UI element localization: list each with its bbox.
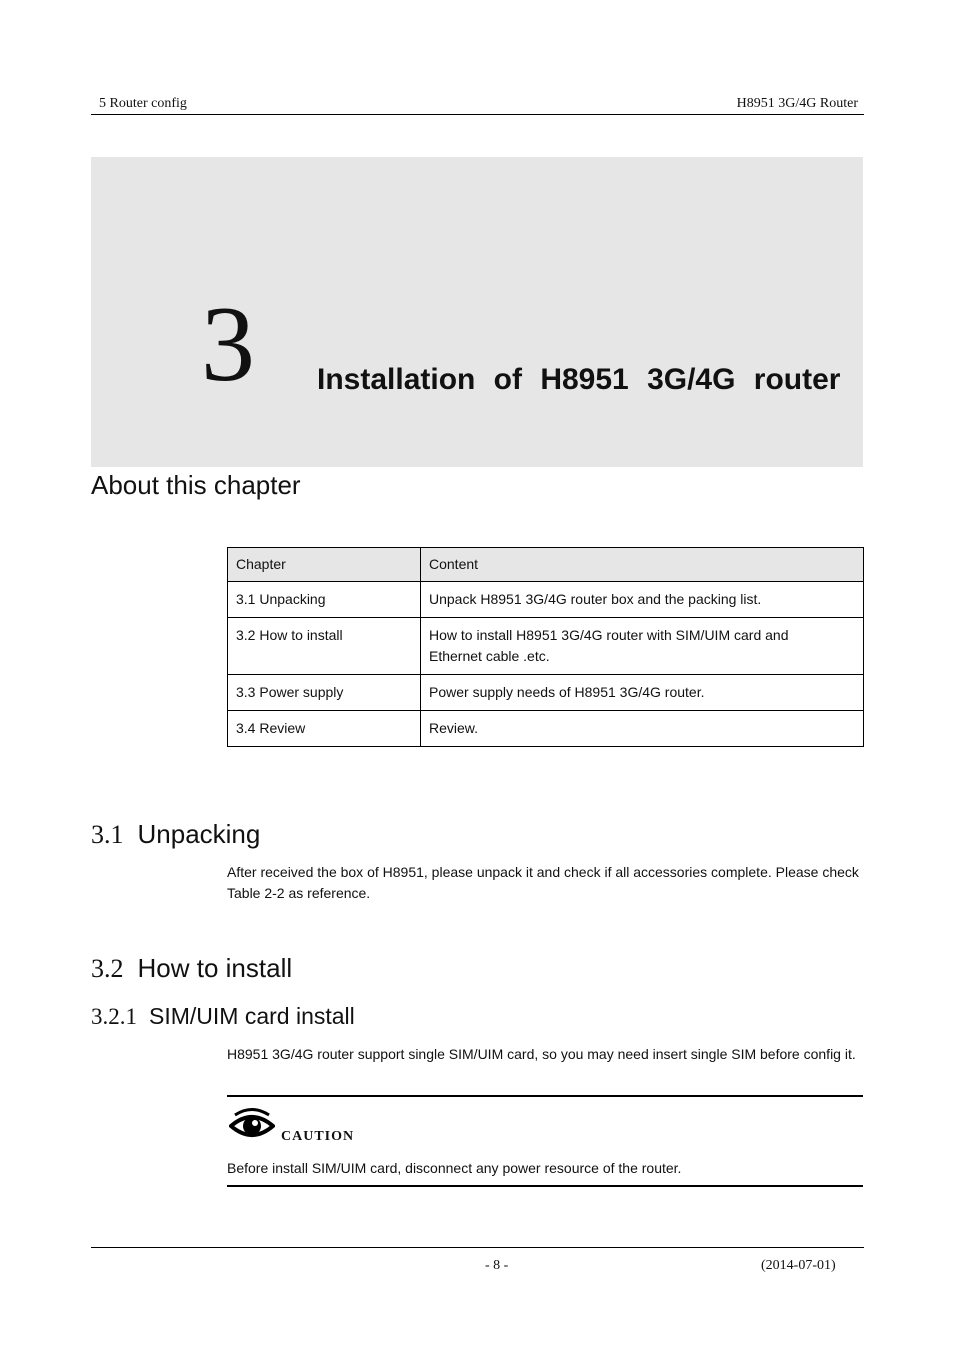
header-product-name: H8951 3G/4G Router [736,96,858,111]
subsection-paragraph: H8951 3G/4G router support single SIM/UIM card, so you may need insert single SIM before config it. [227,1046,856,1062]
caution-top-rule [227,1095,863,1097]
section-title: How to install [137,953,293,983]
chapter-contents-table [227,547,864,747]
table-cell-content: Power supply needs of H8951 3G/4G router. [421,675,864,711]
table-header-cell: Content [421,548,864,582]
table-cell-chapter: 3.3 Power supply [228,675,421,711]
table-row [228,711,864,747]
table-cell-content: How to install H8951 3G/4G router with SIM/UIM card and Ethernet cable .etc. [421,618,864,675]
section-title: Unpacking [137,819,261,849]
subsection-title: SIM/UIM card install [149,1003,355,1029]
caution-text: Before install SIM/UIM card, disconnect any power resource of the router. [227,1160,682,1176]
header-rule [91,114,864,115]
about-heading: About this chapter [91,470,301,500]
table-row [228,582,864,618]
chapter-banner [91,157,863,467]
table-header-row [228,548,864,582]
table-cell-content: Review. [421,711,864,747]
table-cell-chapter: 3.2 How to install [228,618,421,675]
table-row [228,675,864,711]
chapter-title: Installation of H8951 3G/4G router [317,363,841,396]
section-heading-unpacking [91,819,260,850]
header-section-title: 5 Router config [99,96,187,111]
footer-date: (2014-07-01) [761,1258,836,1273]
chapter-number: 3 [201,285,255,404]
section-paragraph: After received the box of H8951, please unpack it and check if all accessories complete. Please check Table 2-2 as reference. [227,864,859,901]
table-cell-chapter: 3.1 Unpacking [228,582,421,618]
table-cell-chapter: 3.4 Review [228,711,421,747]
section-heading-how-to-install [91,953,292,984]
subsection-heading-sim-install [91,1003,355,1030]
section-number: 3.1 [91,820,124,849]
caution-bottom-rule [227,1185,863,1187]
table-header-cell: Chapter [228,548,421,582]
caution-label: CAUTION [281,1129,355,1144]
subsection-number: 3.2.1 [91,1004,137,1029]
eye-icon [229,1106,275,1146]
footer-rule [91,1247,864,1248]
section-number: 3.2 [91,954,124,983]
table-cell-content: Unpack H8951 3G/4G router box and the packing list. [421,582,864,618]
table-row [228,618,864,675]
page-number: - 8 - [485,1258,509,1273]
